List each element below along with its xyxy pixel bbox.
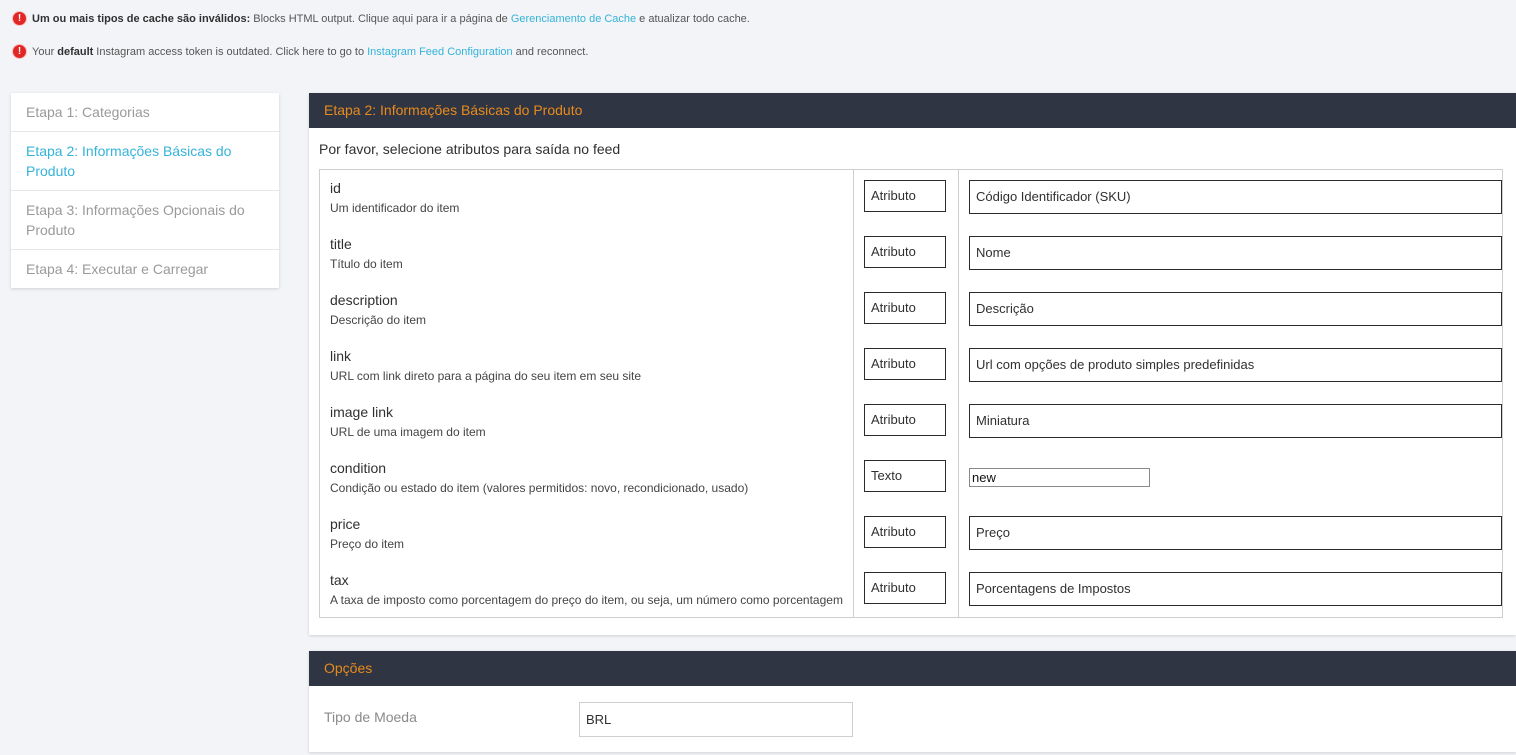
- panel-title: Etapa 2: Informações Básicas do Produto: [309, 93, 1516, 128]
- step-categories[interactable]: Etapa 1: Categorias: [11, 93, 279, 132]
- instagram-config-link[interactable]: Instagram Feed Configuration: [367, 45, 513, 58]
- source-type-select[interactable]: Texto: [864, 460, 946, 492]
- table-row: [320, 450, 1503, 506]
- table-row: [320, 226, 1503, 282]
- basic-info-panel: [309, 93, 1516, 635]
- step-run-upload[interactable]: Etapa 4: Executar e Carregar: [26, 261, 209, 277]
- field-name: image link: [330, 403, 394, 420]
- field-description: URL de uma imagem do item: [330, 424, 486, 439]
- attribute-select[interactable]: Código Identificador (SKU): [969, 180, 1502, 214]
- instagram-warning-text: Instagram access token is outdated. Click here to go to: [96, 45, 365, 58]
- currency-label: Tipo de Moeda: [324, 709, 417, 725]
- source-type-select[interactable]: Atributo: [864, 236, 946, 268]
- table-row: [320, 506, 1503, 562]
- instagram-warning-bold: default: [57, 45, 94, 58]
- currency-input[interactable]: BRL: [579, 702, 853, 737]
- field-name: tax: [330, 571, 349, 588]
- cache-management-link[interactable]: Gerenciamento de Cache: [510, 12, 637, 25]
- options-title: Opções: [309, 651, 1516, 686]
- attribute-select[interactable]: Url com opções de produto simples predefinidas: [969, 348, 1502, 382]
- panel-intro: Por favor, selecione atributos para saída no feed: [319, 141, 621, 157]
- cache-warning-text: Blocks HTML output. Clique aqui para ir a página de: [253, 12, 508, 25]
- cache-warning-message: [13, 12, 750, 25]
- error-icon: !: [13, 45, 26, 58]
- attribute-select[interactable]: Miniatura: [969, 404, 1502, 438]
- field-description: URL com link direto para a página do seu item em seu site: [330, 368, 642, 383]
- attribute-select[interactable]: Descrição: [969, 292, 1502, 326]
- source-type-select[interactable]: Atributo: [864, 292, 946, 324]
- attribute-select[interactable]: Preço: [969, 516, 1502, 550]
- field-name: condition: [330, 459, 387, 476]
- options-panel: [309, 651, 1516, 752]
- table-row: [320, 282, 1503, 338]
- field-description: Descrição do item: [330, 312, 427, 327]
- source-type-select[interactable]: Atributo: [864, 348, 946, 380]
- instagram-warning-text-after: and reconnect.: [515, 45, 589, 58]
- field-description: Um identificador do item: [330, 201, 460, 215]
- instagram-warning-message: [13, 45, 588, 58]
- table-row: [320, 338, 1503, 394]
- field-description: A taxa de imposto como porcentagem do preço do item, ou seja, um número como porcentagem: [330, 592, 843, 607]
- cache-warning-bold: Um ou mais tipos de cache são inválidos:: [32, 12, 251, 25]
- source-type-select[interactable]: Atributo: [864, 180, 946, 212]
- field-name: link: [330, 347, 352, 364]
- error-icon: !: [13, 12, 26, 25]
- field-description: Preço do item: [330, 536, 405, 551]
- table-row: [320, 170, 1503, 226]
- field-name: id: [330, 180, 341, 196]
- table-row: [320, 394, 1503, 450]
- cache-warning-text-after: e atualizar todo cache.: [639, 12, 750, 25]
- source-type-select[interactable]: Atributo: [864, 404, 946, 436]
- field-name: description: [330, 291, 398, 308]
- condition-text-input[interactable]: [969, 468, 1150, 487]
- attribute-select[interactable]: Porcentagens de Impostos: [969, 572, 1502, 606]
- field-name: title: [330, 235, 352, 252]
- source-type-select[interactable]: Atributo: [864, 516, 946, 548]
- field-name: price: [330, 515, 361, 532]
- source-type-select[interactable]: Atributo: [864, 572, 946, 604]
- field-description: Título do item: [330, 256, 403, 271]
- attributes-table: [319, 169, 1503, 618]
- step-basic-info[interactable]: Etapa 2: Informações Básicas do Produto: [11, 132, 279, 191]
- step-optional-info[interactable]: Etapa 3: Informações Opcionais do Produto: [11, 191, 279, 250]
- steps-sidebar: [11, 93, 279, 288]
- instagram-warning-prefix: Your: [32, 45, 55, 58]
- table-row: [320, 562, 1503, 618]
- attribute-select[interactable]: Nome: [969, 236, 1502, 270]
- field-description: Condição ou estado do item (valores permitidos: novo, recondicionado, usado): [330, 480, 749, 495]
